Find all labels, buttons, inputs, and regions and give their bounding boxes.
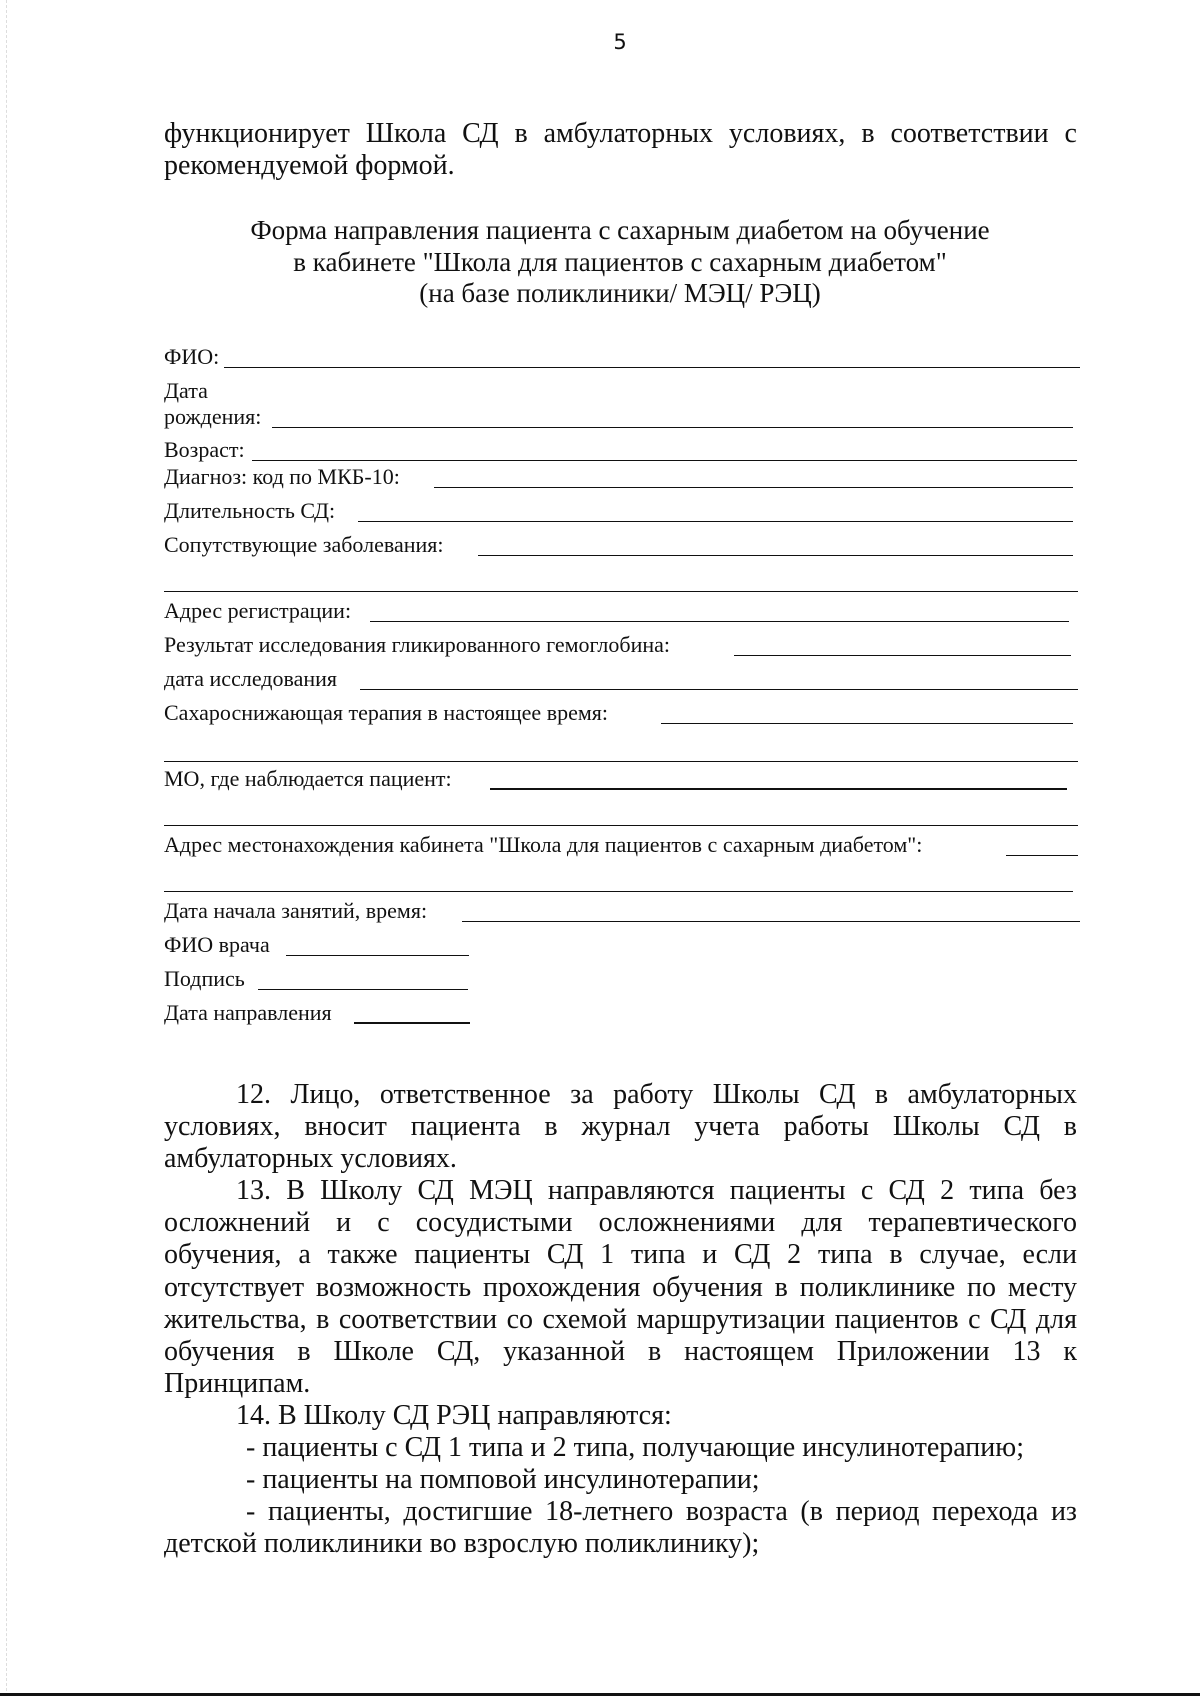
fill-line-birth-date[interactable] <box>272 427 1073 428</box>
fill-line-therapy[interactable] <box>661 723 1073 724</box>
field-label-birth-date-2: рождения: <box>164 404 262 429</box>
fill-line-fio[interactable] <box>224 367 1080 368</box>
list-item-2: - пациенты на помповой инсулинотерапии; <box>246 1464 760 1496</box>
field-label-fio: ФИО: <box>164 344 220 369</box>
form-title <box>0 215 1200 310</box>
list-item-1: - пациенты с СД 1 типа и 2 типа, получающие инсулинотерапию; <box>246 1432 1024 1464</box>
field-label-duration: Длительность СД: <box>164 498 336 523</box>
form-title-line-1: Форма направления пациента с сахарным диабетом на обучение <box>250 215 990 245</box>
field-label-age: Возраст: <box>164 437 245 462</box>
fill-line-test-date[interactable] <box>360 689 1078 690</box>
field-school-address-cont <box>164 864 1077 894</box>
field-address <box>164 594 1077 630</box>
field-label-start-date: Дата начала занятий, время: <box>164 898 428 923</box>
field-signature <box>164 964 1077 998</box>
field-label-signature: Подпись <box>164 966 245 991</box>
field-doctor <box>164 930 1077 964</box>
page-number: 5 <box>613 30 627 54</box>
field-label-diagnosis: Диагноз: код по МКБ-10: <box>164 464 400 489</box>
list-item-3: - пациенты, достигшие 18-летнего возраста (в период перехода из детской поликлиники во взрослую поликлинику); <box>164 1496 1077 1560</box>
fill-line-diagnosis[interactable] <box>434 487 1073 488</box>
fill-line-comorbidities[interactable] <box>478 555 1073 556</box>
paragraph-12: 12. Лицо, ответственное за работу Школы СД в амбулаторных условиях, вносит пациента в журнал учета работы Школы СД в амбулаторных условиях. <box>164 1079 1077 1175</box>
field-start-date <box>164 894 1077 930</box>
field-label-mo: МО, где наблюдается пациент: <box>164 766 452 791</box>
intro-block <box>164 118 1077 183</box>
fill-line-start-date[interactable] <box>462 921 1080 922</box>
field-label-address: Адрес регистрации: <box>164 598 352 623</box>
field-label-referral-date: Дата направления <box>164 1000 332 1025</box>
field-label-birth-date-1: Дата <box>164 378 208 403</box>
referral-form <box>164 343 1077 1032</box>
field-label-hba1c: Результат исследования гликированного гемоглобина: <box>164 632 671 657</box>
fill-line-therapy-2[interactable] <box>164 761 1078 762</box>
field-diagnosis <box>164 462 1077 496</box>
field-label-therapy: Сахароснижающая терапия в настоящее время: <box>164 700 609 725</box>
fill-line-mo[interactable] <box>490 788 1067 790</box>
fill-line-address[interactable] <box>370 621 1069 622</box>
fill-line-mo-2[interactable] <box>164 825 1078 826</box>
field-birth-date <box>164 376 1077 436</box>
field-test-date <box>164 664 1077 698</box>
field-school-address <box>164 828 1077 864</box>
field-fio <box>164 343 1077 376</box>
field-label-doctor: ФИО врача <box>164 932 270 957</box>
fill-line-doctor[interactable] <box>286 955 469 956</box>
field-hba1c <box>164 630 1077 664</box>
field-duration <box>164 496 1077 530</box>
fill-line-duration[interactable] <box>358 521 1073 522</box>
field-comorbidities-cont <box>164 564 1077 594</box>
fill-line-comorbidities-2[interactable] <box>164 591 1078 592</box>
field-label-comorbidities: Сопутствующие заболевания: <box>164 532 444 557</box>
fill-line-signature[interactable] <box>258 989 468 990</box>
field-mo <box>164 764 1077 798</box>
fill-line-age[interactable] <box>252 460 1077 461</box>
field-therapy <box>164 698 1077 732</box>
fill-line-school-address-2[interactable] <box>164 891 1073 892</box>
intro-paragraph: функционирует Школа СД в амбулаторных условиях, в соответствии с рекомендуемой формой. <box>164 118 1077 182</box>
paragraph-13: 13. В Школу СД МЭЦ направляются пациенты с СД 2 типа без осложнений и с сосудистыми осложнениями для терапевтического обучения, а также пациенты СД 1 типа и СД 2 типа в случае, если отсутствует возможность прохождения обучения в поликлинике по месту жительства, в соответствии со схемой маршрутизации пациентов с СД для обучения в Школе СД, указанной в настоящем Приложении 13 к Принципам. <box>164 1175 1077 1399</box>
main-text <box>164 1079 1077 1560</box>
form-title-line-3: (на базе поликлиники/ МЭЦ/ РЭЦ) <box>419 278 821 308</box>
form-title-line-2: в кабинете "Школа для пациентов с сахарным диабетом" <box>293 246 947 277</box>
paragraph-14: 14. В Школу СД РЭЦ направляются: <box>236 1399 672 1431</box>
fill-line-referral-date[interactable] <box>354 1022 470 1024</box>
field-label-school-address: Адрес местонахождения кабинета "Школа для пациентов с сахарным диабетом": <box>164 832 923 857</box>
fill-line-hba1c[interactable] <box>734 655 1071 656</box>
field-comorbidities <box>164 530 1077 564</box>
field-age <box>164 436 1077 462</box>
field-therapy-cont <box>164 732 1077 764</box>
field-mo-cont <box>164 798 1077 828</box>
field-label-test-date: дата исследования <box>164 666 338 691</box>
fill-line-school-address[interactable] <box>1006 855 1078 856</box>
field-referral-date <box>164 998 1077 1032</box>
